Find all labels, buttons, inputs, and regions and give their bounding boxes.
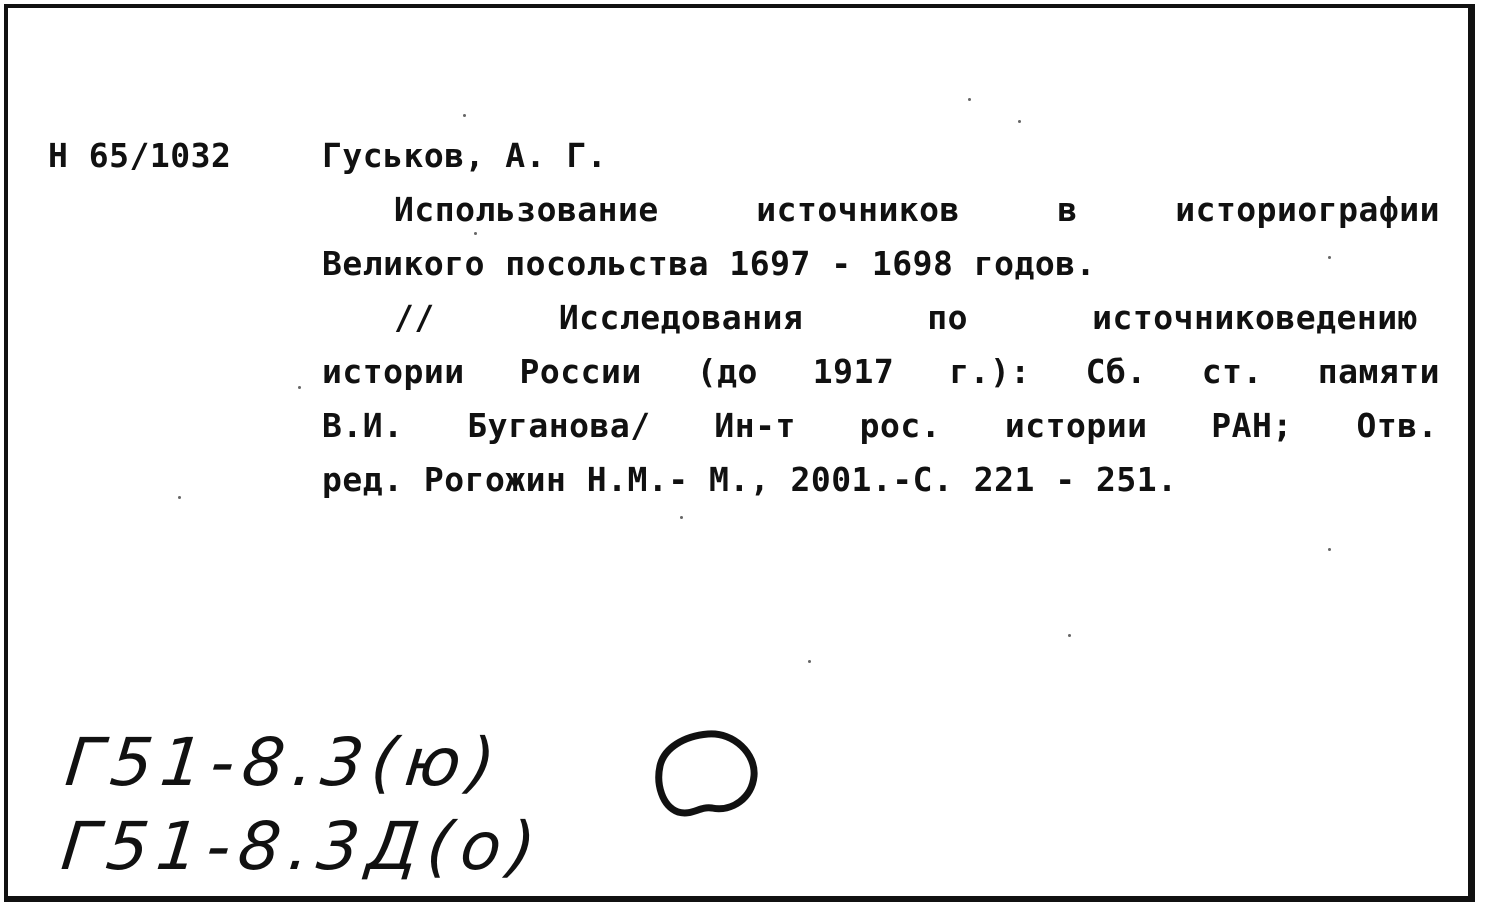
speck: [1018, 120, 1021, 123]
word: России: [519, 352, 642, 391]
speck: [968, 98, 971, 101]
word: РАН;: [1211, 406, 1293, 445]
title-line-3: [394, 298, 1418, 337]
title-line-1: [394, 190, 1440, 229]
word: рос.: [859, 406, 942, 445]
speck: [463, 114, 466, 117]
word: 1917: [812, 352, 895, 391]
title-line-6: ред. Рогожин Н.М.- М., 2001.-С. 221 - 251.: [322, 460, 1178, 499]
word: г.):: [949, 352, 1031, 391]
call-number: Н 65/1032: [48, 136, 232, 175]
speck: [1328, 548, 1331, 551]
word: памяти: [1317, 352, 1440, 391]
word: Использование: [394, 190, 659, 229]
speck: [298, 386, 301, 389]
title-line-2: Великого посольства 1697 - 1698 годов.: [322, 244, 1096, 283]
word: истории: [1004, 406, 1148, 445]
speck: [1328, 256, 1331, 259]
title-line-5: [322, 406, 1438, 445]
word: по: [927, 298, 969, 337]
word: ст.: [1201, 352, 1263, 391]
word: //: [394, 298, 435, 337]
word: истории: [322, 352, 465, 391]
word: Исследования: [558, 298, 804, 337]
word: В.И.: [322, 406, 404, 445]
word: Отв.: [1356, 406, 1438, 445]
speck: [680, 516, 683, 519]
word: Сб.: [1085, 352, 1147, 391]
circle-stamp-icon: [648, 726, 768, 826]
word: Буганова/: [467, 406, 651, 445]
speck: [178, 496, 181, 499]
word: Ин-т: [714, 406, 796, 445]
speck: [474, 232, 477, 235]
speck: [1068, 634, 1071, 637]
word: историографии: [1175, 190, 1440, 229]
word: (до: [696, 352, 758, 391]
word: в: [1057, 190, 1078, 229]
word: источниковедению: [1092, 298, 1418, 337]
catalog-card: [4, 4, 1475, 902]
title-line-4: [322, 352, 1440, 391]
handwritten-shelfmark-2: Г51-8.3Д(о): [57, 808, 548, 885]
author: Гуськов, А. Г.: [322, 136, 608, 175]
word: источников: [756, 190, 960, 229]
handwritten-shelfmark-1: Г51-8.3(ю): [61, 724, 507, 801]
speck: [808, 660, 811, 663]
